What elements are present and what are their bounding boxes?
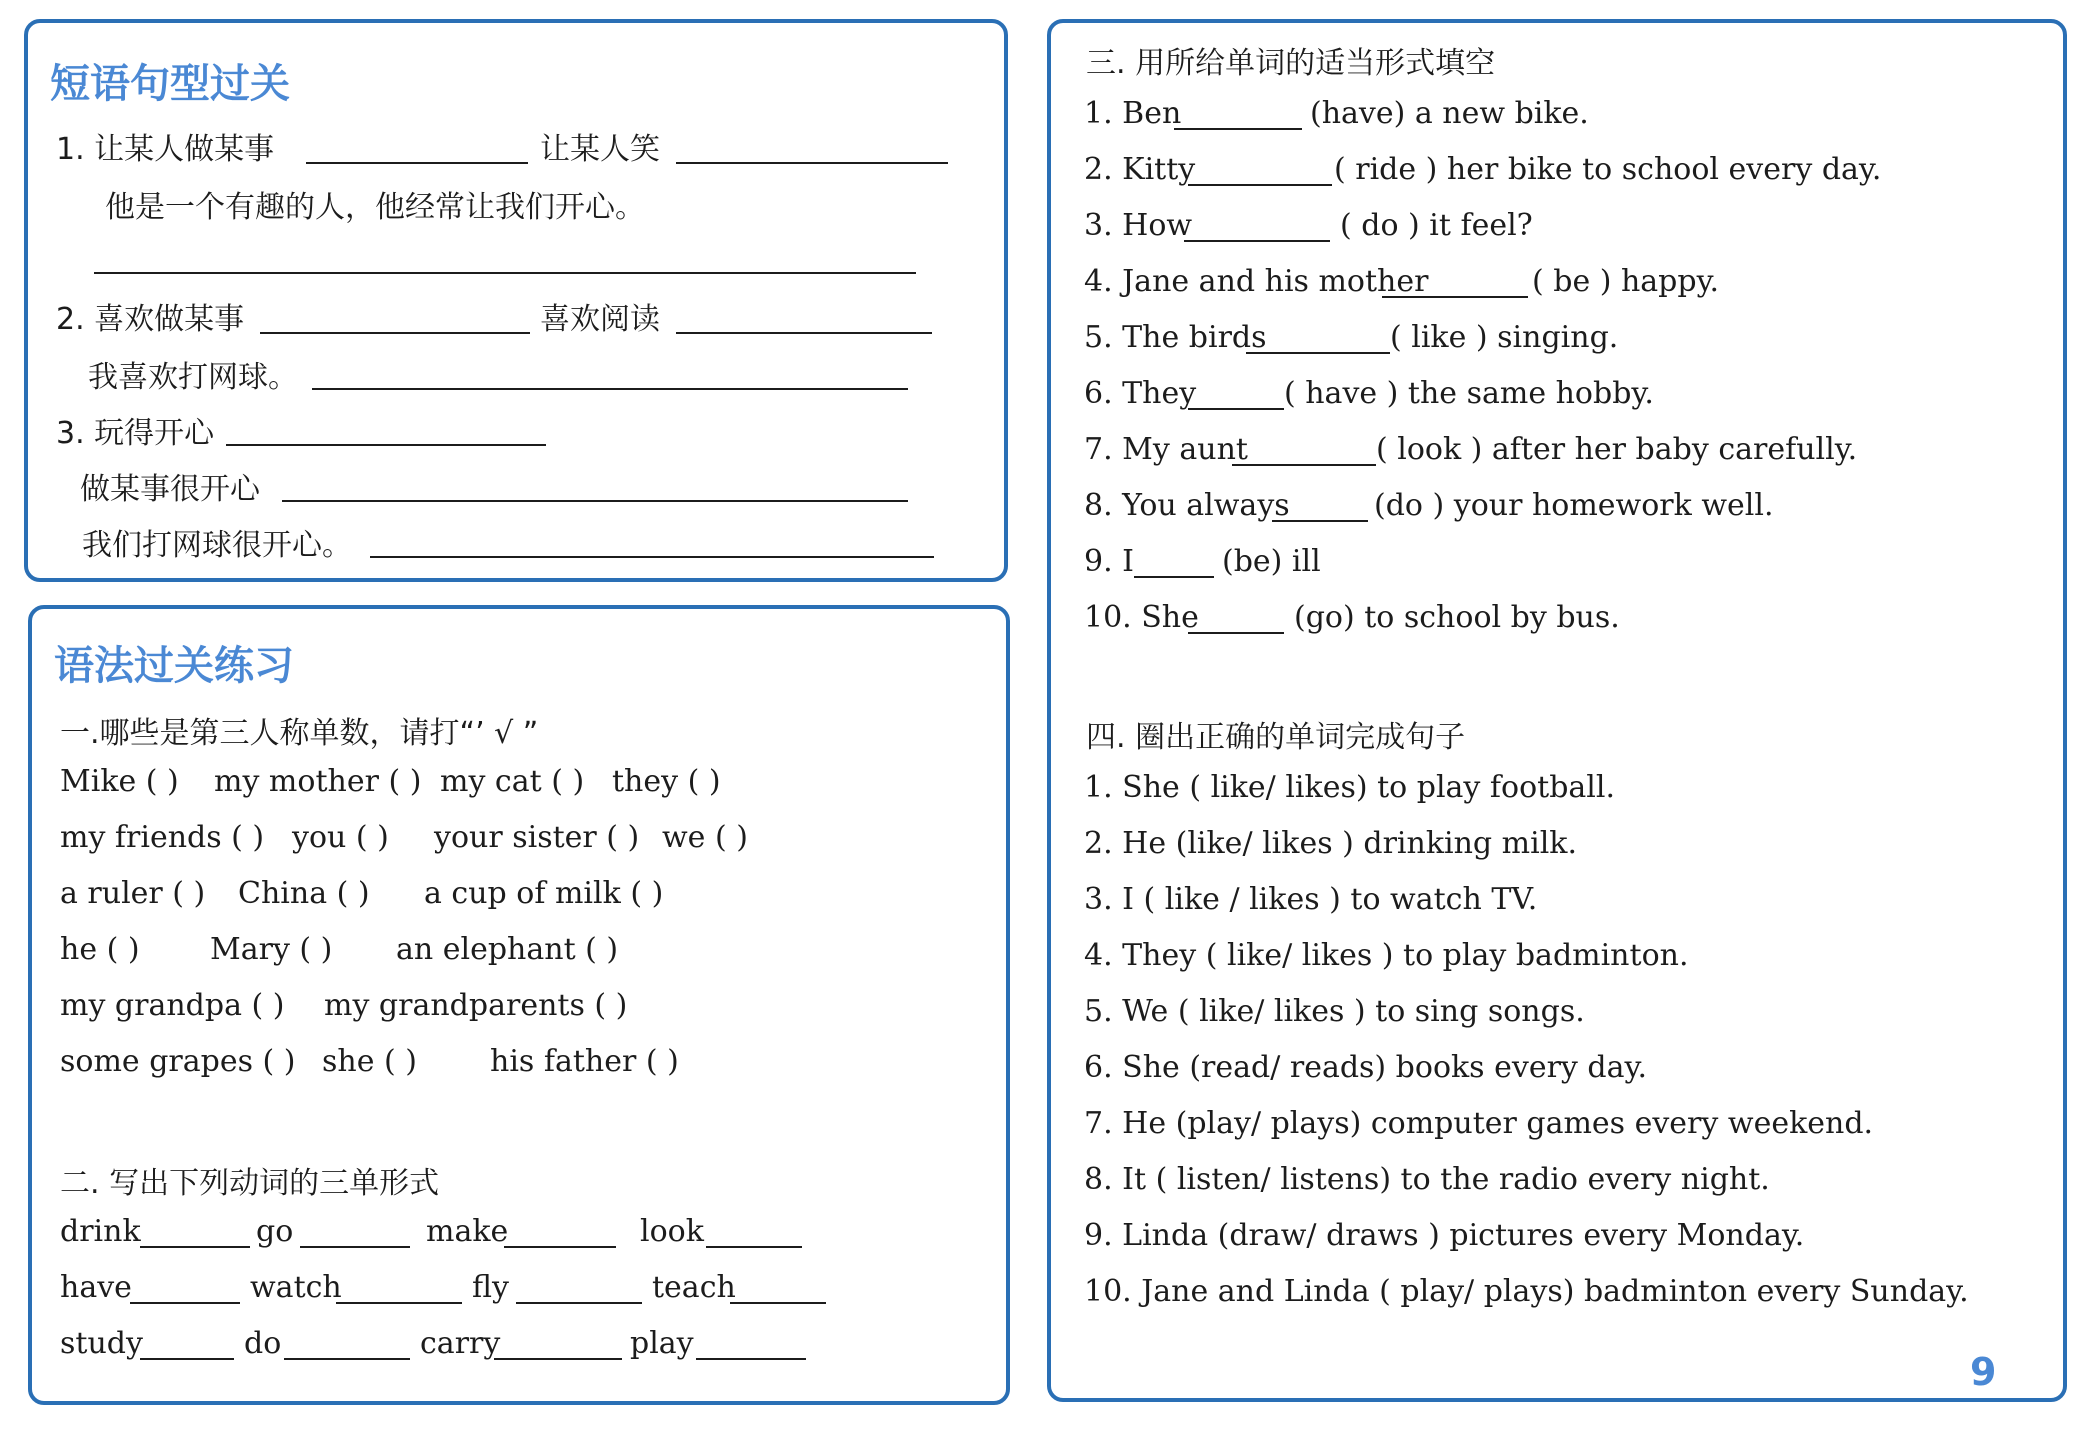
verb-word: study xyxy=(60,1326,143,1361)
answer-blank[interactable] xyxy=(1174,128,1302,130)
fill-item-prefix: 7. My aunt xyxy=(1084,432,1248,467)
pronoun-check-item[interactable]: Mike ( ) xyxy=(60,764,179,799)
choice-sentence[interactable]: 3. I ( like / likes ) to watch TV. xyxy=(1084,882,1538,917)
pronoun-check-item[interactable]: his father ( ) xyxy=(490,1044,679,1079)
phrase-q1-label: 1. 让某人做某事 xyxy=(56,132,275,167)
verb-word: go xyxy=(256,1214,294,1249)
fill-item-prefix: 6. They xyxy=(1084,376,1197,411)
fill-item-suffix: ( ride ) her bike to school every day. xyxy=(1334,152,1882,187)
pronoun-check-item[interactable]: they ( ) xyxy=(612,764,721,799)
answer-blank[interactable] xyxy=(494,1358,622,1360)
fill-item-prefix: 2. Kitty xyxy=(1084,152,1196,187)
choice-sentence[interactable]: 9. Linda (draw/ draws ) pictures every Monday. xyxy=(1084,1218,1805,1253)
fill-item-suffix: ( look ) after her baby carefully. xyxy=(1376,432,1858,467)
fill-item-prefix: 9. I xyxy=(1084,544,1135,579)
pronoun-check-item[interactable]: he ( ) xyxy=(60,932,140,967)
answer-blank[interactable] xyxy=(282,500,908,502)
choice-sentence[interactable]: 7. He (play/ plays) computer games every weekend. xyxy=(1084,1106,1874,1141)
answer-blank[interactable] xyxy=(1382,296,1528,298)
fill-item-prefix: 8. You always xyxy=(1084,488,1290,523)
fill-item-prefix: 3. How xyxy=(1084,208,1193,243)
pronoun-check-item[interactable]: your sister ( ) xyxy=(434,820,640,855)
fill-item-suffix: (do ) your homework well. xyxy=(1374,488,1774,523)
phrases-title: 短语句型过关 xyxy=(50,61,290,107)
phrase-q2-label: 2. 喜欢做某事 xyxy=(56,302,245,337)
answer-blank[interactable] xyxy=(306,162,528,164)
answer-blank[interactable] xyxy=(696,1358,806,1360)
pronoun-check-item[interactable]: my grandpa ( ) xyxy=(60,988,285,1023)
answer-blank[interactable] xyxy=(130,1302,240,1304)
fill-item-suffix: (have) a new bike. xyxy=(1310,96,1589,131)
grammar-title: 语法过关练习 xyxy=(54,643,294,689)
pronoun-check-item[interactable]: we ( ) xyxy=(662,820,748,855)
pronoun-check-item[interactable]: my friends ( ) xyxy=(60,820,265,855)
choice-sentence[interactable]: 10. Jane and Linda ( play/ plays) badminton every Sunday. xyxy=(1084,1274,1969,1309)
fill-item-suffix: (be) ill xyxy=(1222,544,1321,579)
fill-item-prefix: 4. Jane and his mother xyxy=(1084,264,1429,299)
section-4-heading: 四. 圈出正确的单词完成句子 xyxy=(1086,720,1466,755)
answer-blank[interactable] xyxy=(140,1246,250,1248)
fill-item-prefix: 5. The birds xyxy=(1084,320,1267,355)
page-number: 9 xyxy=(1970,1350,1997,1394)
phrase-q3-sentence: 我们打网球很开心。 xyxy=(82,528,352,563)
answer-blank[interactable] xyxy=(730,1302,826,1304)
answer-blank[interactable] xyxy=(1134,576,1214,578)
phrase-q1-sentence: 他是一个有趣的人，他经常让我们开心。 xyxy=(105,190,645,225)
section-2-heading: 二. 写出下列动词的三单形式 xyxy=(60,1166,440,1201)
answer-blank[interactable] xyxy=(140,1358,234,1360)
choice-sentence[interactable]: 5. We ( like/ likes ) to sing songs. xyxy=(1084,994,1585,1029)
choice-sentence[interactable]: 2. He (like/ likes ) drinking milk. xyxy=(1084,826,1578,861)
fill-item-suffix: ( do ) it feel? xyxy=(1340,208,1533,243)
pronoun-check-item[interactable]: a cup of milk ( ) xyxy=(424,876,664,911)
answer-blank[interactable] xyxy=(1272,520,1368,522)
answer-blank[interactable] xyxy=(676,162,948,164)
choice-sentence[interactable]: 6. She (read/ reads) books every day. xyxy=(1084,1050,1647,1085)
section-1-heading: 一.哪些是第三人称单数，请打“’ √ ” xyxy=(60,716,539,751)
answer-blank[interactable] xyxy=(1188,184,1332,186)
answer-blank[interactable] xyxy=(706,1246,802,1248)
fill-item-prefix: 1. Ben xyxy=(1084,96,1182,131)
verb-word: make xyxy=(426,1214,509,1249)
pronoun-check-item[interactable]: my grandparents ( ) xyxy=(324,988,628,1023)
verb-word: drink xyxy=(60,1214,141,1249)
pronoun-check-item[interactable]: my mother ( ) xyxy=(214,764,422,799)
verb-word: have xyxy=(60,1270,132,1305)
answer-blank[interactable] xyxy=(94,272,916,274)
answer-blank[interactable] xyxy=(336,1302,462,1304)
fill-item-prefix: 10. She xyxy=(1084,600,1199,635)
pronoun-check-item[interactable]: China ( ) xyxy=(238,876,370,911)
pronoun-check-item[interactable]: an elephant ( ) xyxy=(396,932,619,967)
answer-blank[interactable] xyxy=(1188,632,1284,634)
verb-word: look xyxy=(640,1214,704,1249)
fill-item-suffix: ( have ) the same hobby. xyxy=(1284,376,1654,411)
phrase-q2-sub-label: 喜欢阅读 xyxy=(540,302,660,337)
answer-blank[interactable] xyxy=(370,556,934,558)
verb-word: teach xyxy=(652,1270,736,1305)
verb-word: do xyxy=(244,1326,282,1361)
answer-blank[interactable] xyxy=(516,1302,642,1304)
answer-blank[interactable] xyxy=(1232,464,1376,466)
verb-word: fly xyxy=(472,1270,509,1305)
pronoun-check-item[interactable]: Mary ( ) xyxy=(210,932,333,967)
pronoun-check-item[interactable]: my cat ( ) xyxy=(440,764,585,799)
answer-blank[interactable] xyxy=(1188,408,1284,410)
answer-blank[interactable] xyxy=(260,332,530,334)
answer-blank[interactable] xyxy=(226,444,546,446)
answer-blank[interactable] xyxy=(300,1246,410,1248)
verb-word: carry xyxy=(420,1326,501,1361)
answer-blank[interactable] xyxy=(284,1358,410,1360)
pronoun-check-item[interactable]: a ruler ( ) xyxy=(60,876,206,911)
fill-item-suffix: (go) to school by bus. xyxy=(1294,600,1620,635)
answer-blank[interactable] xyxy=(504,1246,616,1248)
phrase-q1-sub-label: 让某人笑 xyxy=(540,132,660,167)
fill-item-suffix: ( be ) happy. xyxy=(1532,264,1720,299)
verb-word: watch xyxy=(250,1270,342,1305)
phrase-q3-label: 3. 玩得开心 xyxy=(56,416,215,451)
choice-sentence[interactable]: 4. They ( like/ likes ) to play badminton. xyxy=(1084,938,1689,973)
choice-sentence[interactable]: 8. It ( listen/ listens) to the radio every night. xyxy=(1084,1162,1770,1197)
fill-item-suffix: ( like ) singing. xyxy=(1390,320,1619,355)
phrase-q2-sentence: 我喜欢打网球。 xyxy=(88,360,298,395)
verb-word: play xyxy=(630,1326,694,1361)
pronoun-check-item[interactable]: she ( ) xyxy=(322,1044,417,1079)
answer-blank[interactable] xyxy=(312,388,908,390)
answer-blank[interactable] xyxy=(1184,240,1330,242)
section-3-heading: 三. 用所给单词的适当形式填空 xyxy=(1086,46,1496,81)
phrase-q3-sub-label: 做某事很开心 xyxy=(80,472,260,507)
answer-blank[interactable] xyxy=(1246,352,1390,354)
pronoun-check-item[interactable]: some grapes ( ) xyxy=(60,1044,296,1079)
choice-sentence[interactable]: 1. She ( like/ likes) to play football. xyxy=(1084,770,1616,805)
answer-blank[interactable] xyxy=(676,332,932,334)
pronoun-check-item[interactable]: you ( ) xyxy=(292,820,389,855)
